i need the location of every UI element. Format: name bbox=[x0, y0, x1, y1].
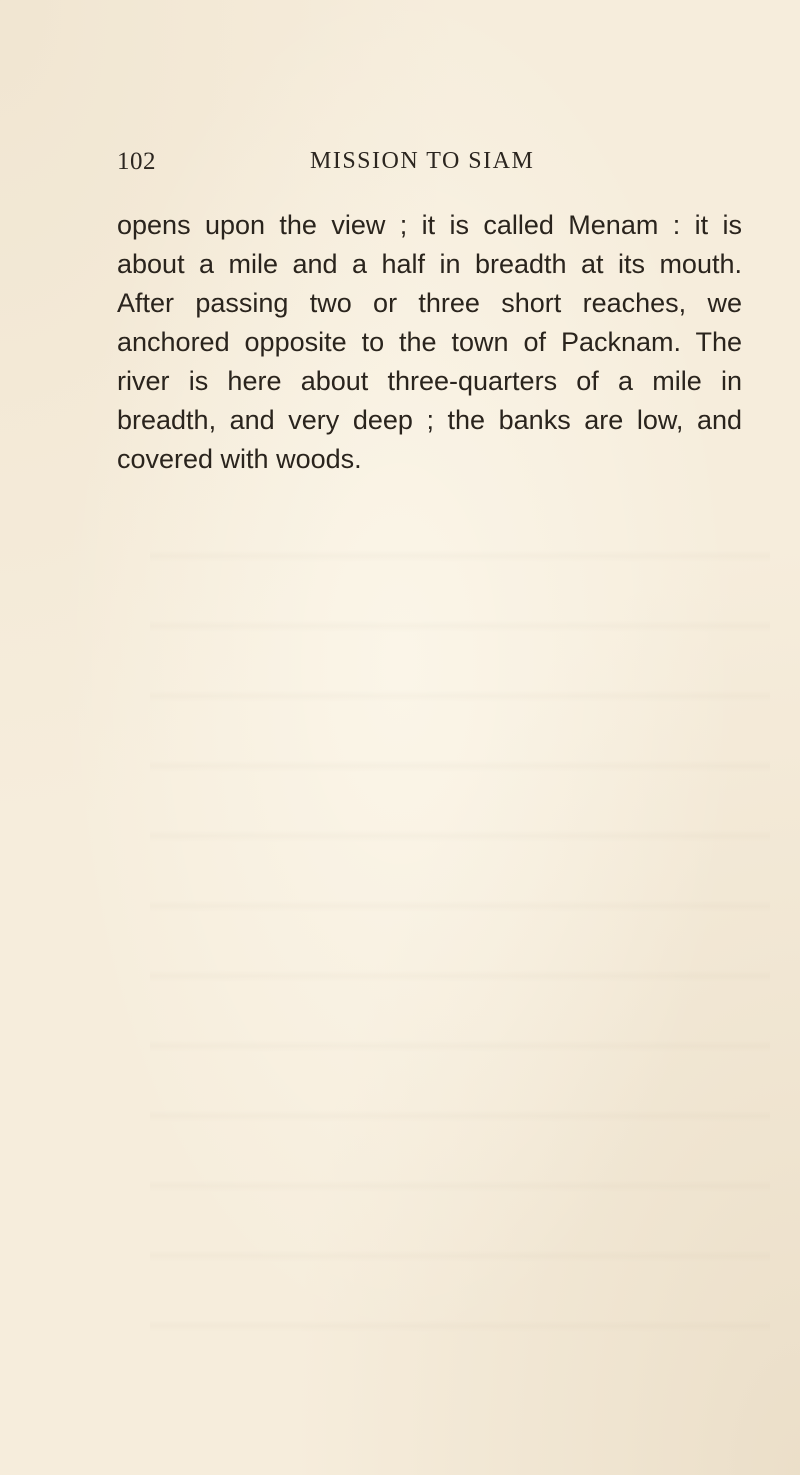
text-line: covered with woods. bbox=[117, 444, 362, 474]
text-line: anchored opposite to the town of Packnam. The bbox=[117, 327, 742, 357]
page-number: 102 bbox=[117, 148, 156, 175]
text-line: river is here about three-quarters of a mile in bbox=[117, 366, 742, 396]
text-line: opens upon the view ; it is called Menam : it is bbox=[117, 210, 742, 240]
running-title: MISSION TO SIAM bbox=[310, 148, 535, 174]
text-line: After passing two or three short reaches, we bbox=[117, 288, 742, 318]
paper-show-through bbox=[150, 520, 770, 1340]
text-line: about a mile and a half in breadth at its mouth. bbox=[117, 249, 742, 279]
body-paragraph bbox=[117, 206, 742, 479]
text-line: breadth, and very deep ; the banks are low, and bbox=[117, 405, 742, 435]
running-head bbox=[117, 146, 737, 182]
